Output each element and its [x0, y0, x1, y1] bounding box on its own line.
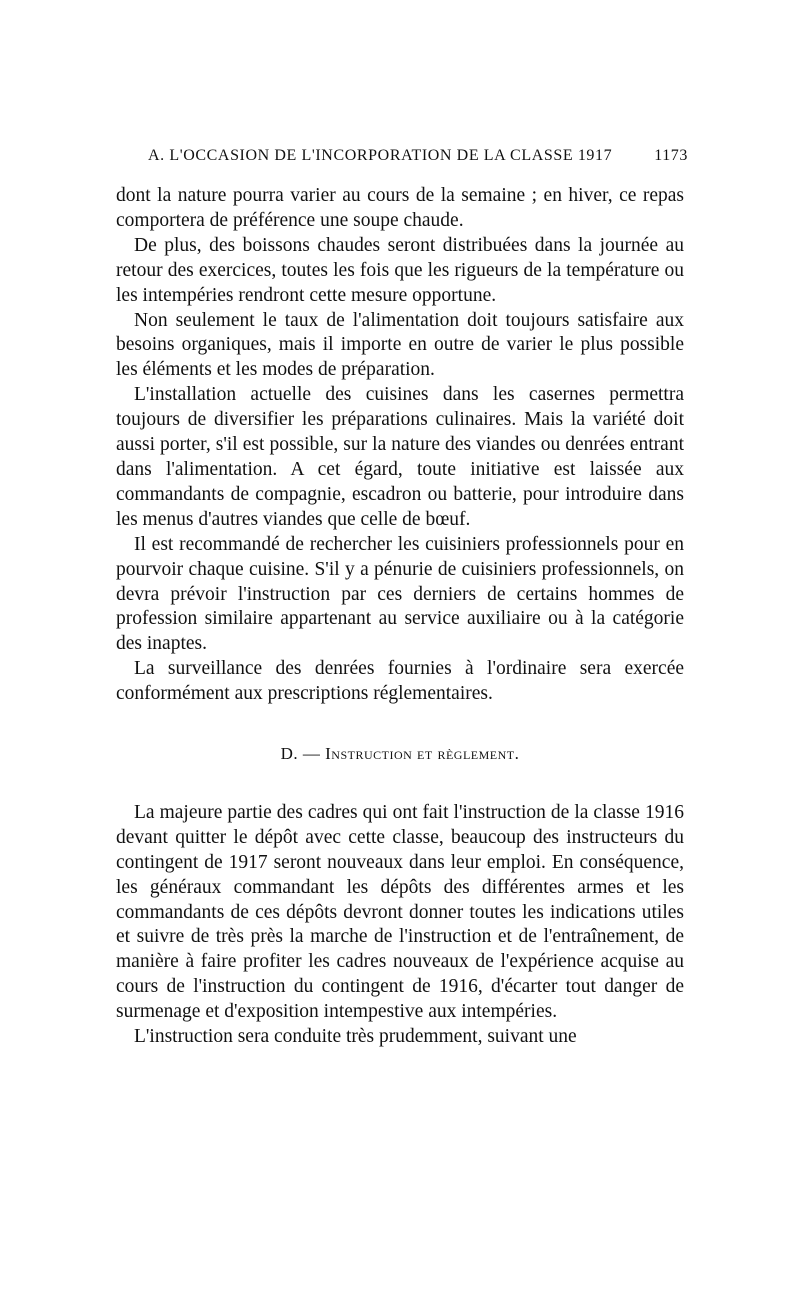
paragraph: De plus, des boissons chaudes seront distribuées dans la journée au retour des exercices, toutes les fois que les rigueurs de la température ou les intempéries rendront cette mesure opportune.	[116, 234, 684, 306]
paragraph: dont la nature pourra varier au cours de la semaine ; en hiver, ce repas comportera de préférence une soupe chaude.	[116, 185, 684, 231]
paragraph: Il est recommandé de rechercher les cuisiniers professionnels pour en pourvoir chaque cuisine. S'il y a pénurie de cuisiniers professionnels, on devra prévoir l'instruction par ces derniers de certains hommes de profession similaire appartenant au service auxiliaire ou à la catégorie des inaptes.	[116, 533, 684, 655]
page-number: 1173	[654, 147, 688, 164]
paragraph: La surveillance des denrées fournies à l'ordinaire sera exercée conformément aux prescriptions réglementaires.	[116, 658, 684, 705]
running-head-title: A. L'OCCASION DE L'INCORPORATION DE LA CLASSE 1917	[148, 147, 613, 164]
section-heading-title: Instruction et règlement.	[325, 744, 520, 764]
paragraph: L'installation actuelle des cuisines dans les casernes permettra toujours de diversifier les préparations culinaires. Mais la variété doit aussi porter, s'il est possible, sur la nature des viandes ou denrées entrant dans l'alimentation. A cet égard, toute initiative est laissée aux commandants de compagnie, escadron ou batterie, pour introduire dans les menus d'autres viandes que celle de bœuf.	[116, 384, 684, 530]
section-heading	[116, 742, 684, 767]
paragraph: L'instruction sera conduite très prudemment, suivant une	[134, 1026, 577, 1048]
paragraph: Non seulement le taux de l'alimentation doit toujours satisfaire aux besoins organiques, mais il importe en outre de varier le plus possible les éléments et les modes de préparation.	[116, 309, 684, 381]
paragraph: La majeure partie des cadres qui ont fait l'instruction de la classe 1916 devant quitter le dépôt avec cette classe, beaucoup des instructeurs du contingent de 1917 seront nouveaux dans leur emploi. En conséquence, les généraux commandant les dépôts des différentes armes et les commandants de ces dépôts devront donner toutes les indications utiles et suivre de très près la marche de l'instruction et de l'entraînement, de manière à faire profiter les cadres nouveaux de l'expérience acquise au cours de l'instruction du contingent de 1916, d'écarter tout danger de surmenage et d'exposition intempestive aux intempéries.	[116, 801, 684, 1023]
section-heading-prefix: D. —	[280, 744, 326, 764]
running-head	[148, 147, 688, 165]
body-text	[116, 184, 684, 1050]
